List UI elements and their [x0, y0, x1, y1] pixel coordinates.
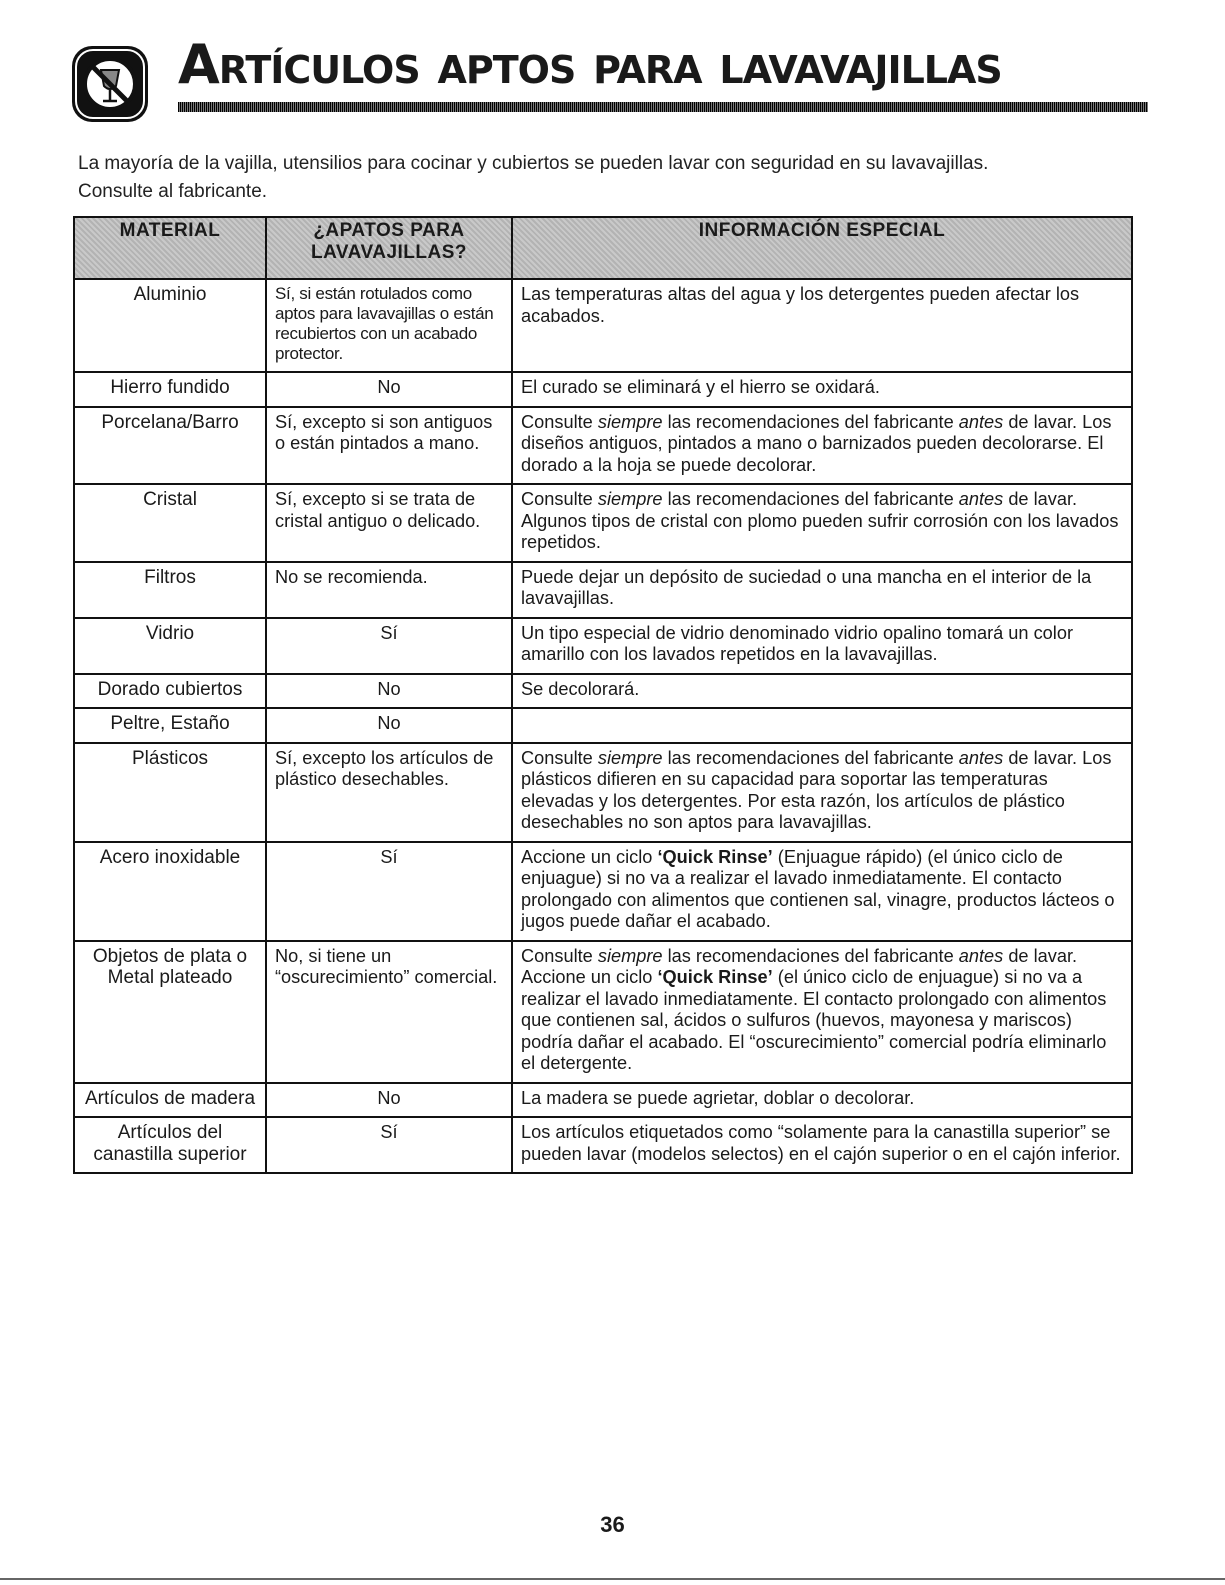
cell-info [512, 941, 1132, 1083]
info-text: de lavar. Algunos tipos de cristal con plomo pueden sufrir corrosión con los lavados repetidos. [521, 489, 1119, 552]
cell-info [512, 674, 1132, 709]
cell-apto: No, si tiene un “oscurecimiento” comercial. [266, 941, 512, 1083]
cell-info [512, 407, 1132, 485]
cycle-name-text: ‘Quick Rinse’ [657, 967, 773, 987]
emphasis-text: siempre [597, 747, 663, 768]
cell-material: Aluminio [74, 279, 266, 372]
cell-apto: Sí, excepto si se trata de cristal antiguo o delicado. [266, 484, 512, 562]
info-text: Consulte [521, 747, 598, 768]
cell-material: Porcelana/Barro [74, 407, 266, 485]
cell-apto: No [266, 372, 512, 407]
emphasis-text: siempre [597, 489, 663, 509]
no-glass-dishwasher-icon [68, 42, 152, 126]
cell-info [512, 708, 1132, 743]
info-text: las recomendaciones del fabricante [662, 945, 959, 966]
emphasis-text: siempre [597, 411, 663, 432]
cell-apto: Sí, excepto si son antiguos o están pintados a mano. [266, 407, 512, 485]
info-text: Puede dejar un depósito de suciedad o una mancha en el interior de la lavavajillas. [521, 566, 1092, 608]
info-text: las recomendaciones del fabricante [662, 411, 959, 432]
table-row [74, 941, 1132, 1083]
info-text: Consulte [521, 945, 598, 966]
cell-apto: No [266, 674, 512, 709]
intro-line-1: La mayoría de la vajilla, utensilios para cocinar y cubiertos se pueden lavar con seguridad en su lavavajillas. [78, 153, 989, 174]
emphasis-text: antes [958, 945, 1004, 966]
table-row [74, 407, 1132, 485]
table-row [74, 1083, 1132, 1118]
title-underline [178, 102, 1148, 112]
cycle-name-text: ‘Quick Rinse’ [657, 846, 773, 867]
cell-apto: Sí [266, 1117, 512, 1173]
table-row [74, 1117, 1132, 1173]
cell-info [512, 618, 1132, 674]
info-text: (Enjuague rápido) (el único ciclo de enjuague) si no va a realizar el lavado inmediatamente. El contacto prolongado con alimentos que contienen sal, vinagre, productos lácteos o jugos puede dañar el acabado. [521, 846, 1115, 931]
info-text: El curado se eliminará y el hierro se oxidará. [521, 377, 880, 397]
table-row [74, 279, 1132, 372]
cell-info [512, 372, 1132, 407]
bottom-rule [0, 1578, 1225, 1580]
cell-apto: No [266, 708, 512, 743]
table-header-row [74, 217, 1132, 279]
cell-info [512, 1117, 1132, 1173]
table-row [74, 618, 1132, 674]
info-text: Las temperaturas altas del agua y los detergentes pueden afectar los acabados. [521, 284, 1080, 326]
info-text: las recomendaciones del fabricante [662, 489, 959, 509]
emphasis-text: antes [958, 747, 1004, 768]
info-text: La madera se puede agrietar, doblar o decolorar. [521, 1087, 915, 1108]
cell-material: Artículos de madera [74, 1083, 266, 1118]
cell-material: Filtros [74, 562, 266, 618]
cell-info [512, 743, 1132, 842]
info-text: Un tipo especial de vidrio denominado vidrio opalino tomará un color amarillo con los lavados repetidos en la lavavajillas. [521, 622, 1074, 664]
info-text: de lavar. Accione un ciclo [521, 945, 1078, 987]
cell-info [512, 484, 1132, 562]
table-row [74, 708, 1132, 743]
cell-apto: Sí [266, 842, 512, 941]
cell-info [512, 1083, 1132, 1118]
cell-material: Hierro fundido [74, 372, 266, 407]
cell-material: Dorado cubiertos [74, 674, 266, 709]
cell-material: Artículos del canastilla superior [74, 1117, 266, 1173]
header-material: MATERIAL [74, 217, 266, 279]
info-text: Se decolorará. [521, 678, 640, 699]
cell-material: Peltre, Estaño [74, 708, 266, 743]
info-text: Los artículos etiquetados como “solamente para la canastilla superior” se pueden lavar (modelos selectos) en el cajón superior o en el cajón inferior. [521, 1122, 1121, 1164]
table-row [74, 372, 1132, 407]
cell-apto: No se recomienda. [266, 562, 512, 618]
page-header [68, 33, 1148, 118]
cell-material: Cristal [74, 484, 266, 562]
table-row [74, 743, 1132, 842]
info-text: Consulte [521, 411, 598, 432]
info-text: de lavar. Los plásticos difieren en su capacidad para soportar las temperaturas elevadas y los detergentes. Por esta razón, los artículos de plástico desechables no son aptos para lavavajillas. [521, 747, 1112, 832]
page-title: Artículos aptos para lavavajillas [178, 33, 1002, 96]
cell-material: Vidrio [74, 618, 266, 674]
dishwasher-materials-table [73, 216, 1133, 1174]
cell-material: Acero inoxidable [74, 842, 266, 941]
info-text: Accione un ciclo [521, 846, 658, 867]
info-text: (el único ciclo de enjuague) si no va a realizar el lavado inmediatamente. El contacto prolongado con alimentos que contienen sal, ácidos o sulfuros (huevos, mayonesa y mariscos) podría dañar el acabado. El “oscurecimiento” comercial podría eliminarlo el detergente. [521, 967, 1107, 1073]
page-number: 36 [600, 1512, 625, 1537]
cell-apto: No [266, 1083, 512, 1118]
table-row [74, 842, 1132, 941]
cell-info [512, 842, 1132, 941]
intro-line-2: Consulte al fabricante. [78, 181, 268, 202]
cell-material: Objetos de plata o Metal plateado [74, 941, 266, 1083]
cell-info [512, 562, 1132, 618]
table-row [74, 484, 1132, 562]
table-row [74, 674, 1132, 709]
table-row [74, 562, 1132, 618]
cell-apto: Sí, si están rotulados como aptos para lavavajillas o están recubiertos con un acabado protector. [266, 279, 512, 372]
info-text: las recomendaciones del fabricante [662, 747, 959, 768]
intro-text [78, 150, 1148, 206]
cell-info [512, 279, 1132, 372]
emphasis-text: antes [958, 489, 1004, 509]
emphasis-text: antes [958, 411, 1004, 432]
cell-apto: Sí, excepto los artículos de plástico desechables. [266, 743, 512, 842]
cell-apto: Sí [266, 618, 512, 674]
cell-material: Plásticos [74, 743, 266, 842]
info-text: de lavar. Los diseños antiguos, pintados a mano o barnizados pueden decolorarse. El dorado a la hoja se puede decolorar. [521, 411, 1112, 475]
header-apto: ¿APATOS PARA LAVAVAJILLAS? [266, 217, 512, 279]
header-info: INFORMACIÓN ESPECIAL [512, 217, 1132, 279]
emphasis-text: siempre [597, 945, 663, 966]
info-text: Consulte [521, 489, 598, 509]
table-body [74, 279, 1132, 1173]
